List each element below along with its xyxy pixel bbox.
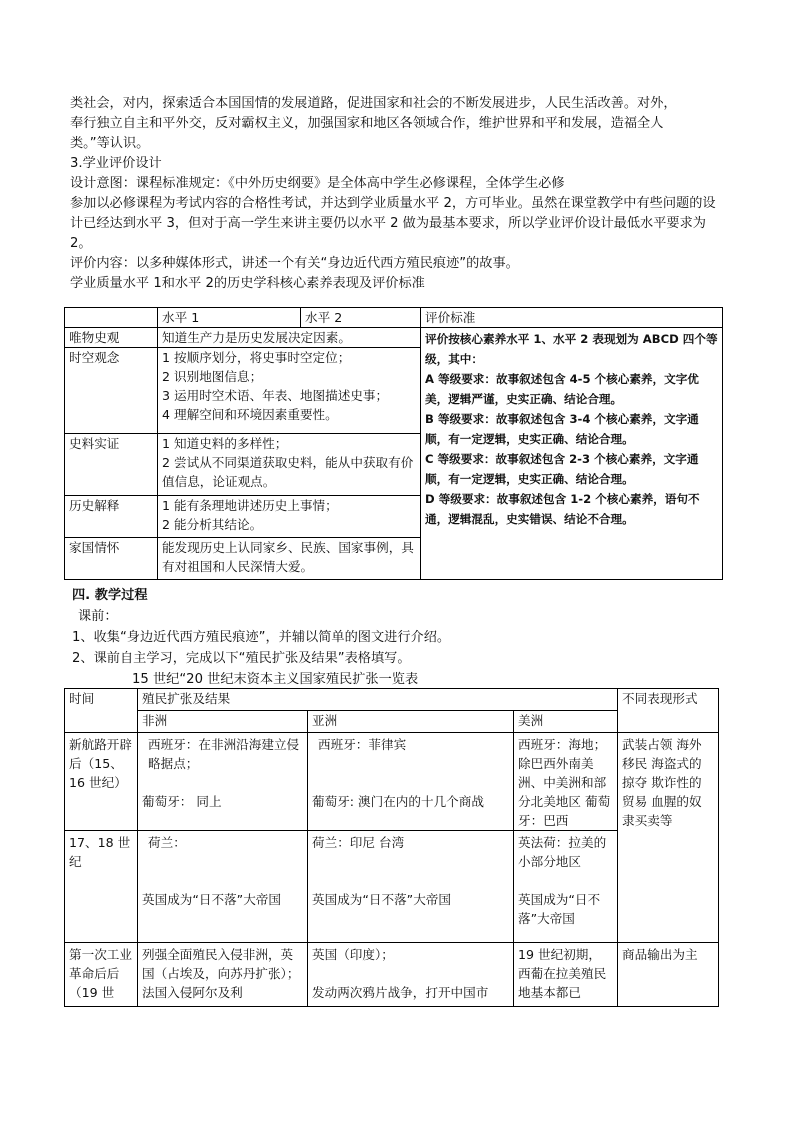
header-america: 美洲: [514, 711, 618, 733]
header-africa: 非洲: [138, 711, 308, 733]
row-2-asia-britain: 英国成为“日不落”大帝国: [312, 892, 451, 907]
colonial-expansion-table: [64, 688, 719, 1007]
row-1-asia-spain: 西班牙：菲律宾: [318, 737, 407, 752]
intro-line-2: 奉行独立自主和平外交，反对霸权主义，加强国家和地区各领域合作，维护世界和平和发展，造福全人: [70, 116, 664, 131]
content-line: 2 尝试从不同渠道获取史料，能从中获取有价值信息，论证观点。: [162, 455, 414, 489]
content-line: 能发现历史上认同家乡、民族、国家事例，具有对祖国和人民深情大爱。: [162, 540, 414, 574]
header-asia: 亚洲: [308, 711, 514, 733]
content-line: 4 理解空间和环境因素重要性。: [162, 407, 338, 422]
content-line: 知道生产力是历史发展决定因素。: [162, 330, 351, 345]
intro-line-1: 类社会，对内，探索适合本国国情的发展道路，促进国家和社会的不断发展进步，人民生活改善。对外，: [70, 96, 677, 111]
row-1-africa-portugal: 葡萄牙： 同上: [142, 794, 222, 809]
row-2-asia: [308, 831, 514, 943]
table-1-header-level-2: 水平 2: [301, 308, 421, 328]
row-1-asia: [308, 733, 514, 831]
section-3-heading: 3.学业评价设计: [70, 156, 162, 171]
header-expansion: 殖民扩张及结果: [138, 689, 618, 711]
pre-class-item-2: 2、课前自主学习，完成以下“殖民扩张及结果”表格填写。: [72, 651, 411, 666]
section-4-heading: 四. 教学过程: [72, 588, 148, 603]
literacy-name: 家国情怀: [65, 538, 158, 580]
header-time: 时间: [65, 689, 138, 733]
document-body: [70, 94, 722, 294]
row-1-time: 新航路开辟后（15、16 世纪）: [65, 733, 138, 831]
row-3-africa: 列强全面殖民入侵非洲，英国（占埃及，向苏丹扩张）；法国入侵阿尔及利: [138, 943, 308, 1007]
pre-class-label: 课前：: [78, 609, 118, 624]
row-2-america: [514, 831, 618, 943]
section-3-paragraph: 参加以必修课程为考试内容的合格性考试，并达到学业质量水平 2，方可毕业。虽然在课堂教学中有些问题的设计已经达到水平 3，但对于高一学生来讲主要仍以水平 2 做为最基本要求，所以学业评价设计最低水平要求为 2。: [70, 196, 716, 251]
criteria-b: B 等级要求：故事叙述包含 3-4 个核心素养，文字通顺，有一定逻辑，史实正确、结论合理。: [425, 412, 699, 446]
literacy-name: 史料实证: [65, 434, 158, 496]
literacy-name: 历史解释: [65, 496, 158, 538]
row-2-africa: [138, 831, 308, 943]
row-3-america: 19 世纪初期，西葡在拉美殖民地基本都已: [514, 943, 618, 1007]
row-2-time: 17、18 世纪: [65, 831, 138, 943]
criteria-c: C 等级要求：故事叙述包含 2-3 个核心素养，文字通顺，有一定逻辑，史实正确、结论合理。: [425, 452, 699, 486]
row-2-america-britain: 英国成为“日不落”大帝国: [518, 892, 601, 926]
table-2-caption: 15 世纪“20 世纪末资本主义国家殖民扩张一览表: [132, 672, 419, 687]
table-1-header-criteria: 评价标准: [421, 308, 723, 328]
row-3-time: 第一次工业革命后后（19 世: [65, 943, 138, 1007]
literacy-content: [158, 348, 421, 434]
table-1-header-level-1: 水平 1: [158, 308, 301, 328]
row-3-forms: 商品输出为主: [618, 943, 719, 1007]
row-3-asia-opium-wars: 发动两次鸦片战争，打开中国市: [312, 985, 489, 1000]
row-1-asia-portugal: 葡萄牙: 澳门在内的十几个商战: [312, 794, 484, 809]
evaluation-standards-table: [64, 307, 723, 580]
criteria-cell: [421, 328, 723, 580]
row-3-asia: [308, 943, 514, 1007]
header-forms: 不同表现形式: [618, 689, 719, 733]
row-3-asia-britain: 英国（印度）；: [312, 947, 394, 962]
forms-early: 武装占领 海外移民 海盗式的掠夺 欺诈性的贸易 血腥的奴隶买卖等: [618, 733, 719, 943]
evaluation-content: 评价内容：以多种媒体形式，讲述一个有关“身边近代西方殖民痕迹”的故事。: [70, 256, 519, 271]
row-1-africa-spain: 西班牙：在非洲沿海建立侵略据点；: [148, 737, 300, 771]
row-1-africa: [138, 733, 308, 831]
criteria-a: A 等级要求：故事叙述包含 4-5 个核心素养，文字优美，逻辑严谨，史实正确、结论合理。: [425, 372, 699, 406]
section-4: [72, 585, 722, 690]
criteria-d: D 等级要求：故事叙述包含 1-2 个核心素养，语句不通，逻辑混乱，史实错误、结论不合理。: [425, 492, 700, 526]
pre-class-item-1: 1、收集“身边近代西方殖民痕迹”，并辅以简单的图文进行介绍。: [72, 630, 451, 645]
literacy-name: 唯物史观: [65, 328, 158, 348]
row-2-america-powers: 英法荷：拉美的小部分地区: [518, 835, 607, 869]
literacy-name: 时空观念: [65, 348, 158, 434]
criteria-intro: 评价按核心素养水平 1、水平 2 表现划为 ABCD 四个等级，其中：: [425, 332, 718, 366]
literacy-content: [158, 328, 421, 348]
content-line: 1 按顺序划分，将史事时空定位；: [162, 350, 351, 365]
design-intent: 设计意图：课程标准规定：《中外历史纲要》是全体高中学生必修课程，全体学生必修: [70, 176, 565, 191]
content-line: 1 能有条理地讲述历史上事情；: [162, 498, 338, 513]
row-2-asia-netherlands: 荷兰：印尼 台湾: [312, 835, 405, 850]
table-1-header-blank: [65, 308, 158, 328]
literacy-content: [158, 538, 421, 580]
literacy-content: [158, 434, 421, 496]
content-line: 3 运用时空术语、年表、地图描述史事；: [162, 388, 389, 403]
content-line: 1 知道史料的多样性；: [162, 436, 288, 451]
row-2-africa-britain: 英国成为“日不落”大帝国: [142, 892, 281, 907]
row-1-america: 西班牙：海地；除巴西外南美洲、中美洲和部分北美地区 葡萄牙：巴西: [514, 733, 618, 831]
content-line: 2 识别地图信息；: [162, 369, 263, 384]
literacy-content: [158, 496, 421, 538]
table-1-caption: 学业质量水平 1和水平 2的历史学科核心素养表现及评价标准: [70, 276, 425, 291]
content-line: 2 能分析其结论。: [162, 517, 263, 532]
row-2-africa-netherlands: 荷兰：: [148, 835, 186, 850]
intro-line-3: 类。”等认识。: [70, 136, 150, 151]
